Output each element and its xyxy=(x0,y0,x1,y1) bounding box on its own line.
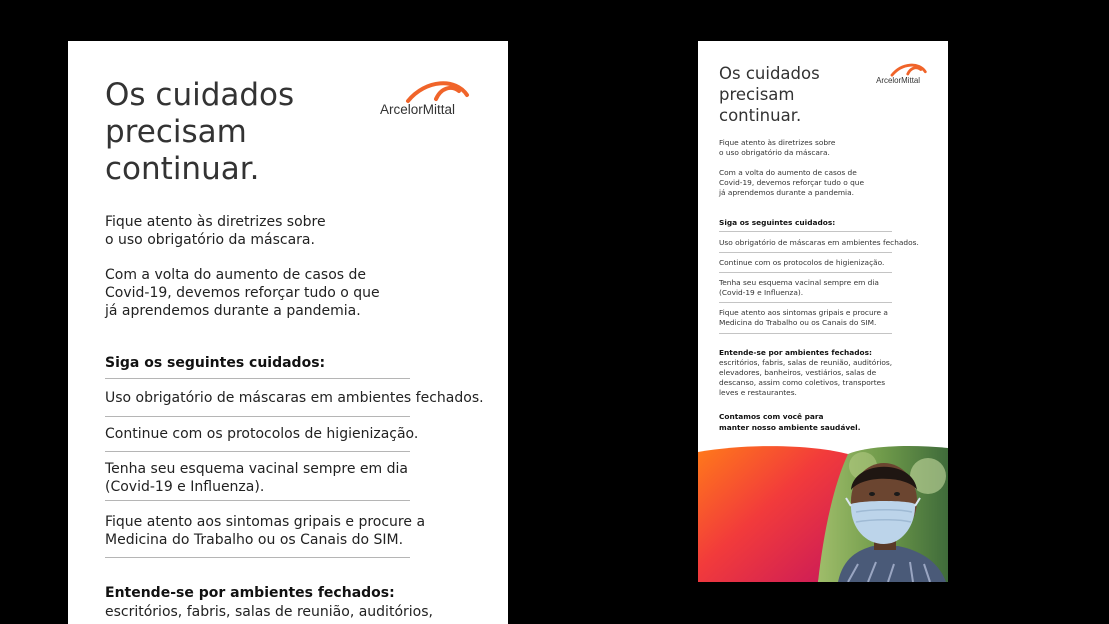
poster-title xyxy=(719,63,820,126)
title-line: Os cuidados xyxy=(105,77,295,113)
masked-person-photo xyxy=(698,446,948,582)
environments-line: escritórios, fabris, salas de reunião, auditórios, xyxy=(719,358,893,367)
intro-text xyxy=(719,138,835,158)
intro-line: o uso obrigatório da máscara. xyxy=(105,232,315,248)
context-text xyxy=(719,168,864,198)
care-item xyxy=(719,238,919,248)
divider xyxy=(719,231,892,232)
context-text xyxy=(105,266,435,320)
care-item xyxy=(719,308,888,328)
care-item xyxy=(105,513,485,549)
environments-line: leves e restaurantes. xyxy=(719,388,797,397)
care-item-line: (Covid-19 e Influenza). xyxy=(719,288,804,297)
context-line: Com a volta do aumento de casos de xyxy=(105,267,367,283)
environments-text xyxy=(719,358,892,398)
intro-line: o uso obrigatório da máscara. xyxy=(719,148,830,157)
care-item-line: Continue com os protocolos de higienização. xyxy=(105,426,419,442)
care-item xyxy=(719,258,884,268)
intro-text xyxy=(105,213,435,249)
poster-small xyxy=(698,41,948,582)
arcelormittal-logo xyxy=(875,62,927,86)
environments-text xyxy=(105,603,435,621)
care-item xyxy=(105,389,485,407)
intro-line: Fique atento às diretrizes sobre xyxy=(105,214,326,230)
divider xyxy=(105,378,410,379)
context-line: Covid-19, devemos reforçar tudo o que xyxy=(719,178,864,187)
divider xyxy=(719,252,892,253)
title-line: precisam xyxy=(719,85,795,104)
intro-line: Fique atento às diretrizes sobre xyxy=(719,138,836,147)
title-line: Os cuidados xyxy=(719,64,820,83)
divider xyxy=(105,557,410,558)
care-item-line: Fique atento aos sintomas gripais e procure a xyxy=(105,514,426,530)
title-line: continuar. xyxy=(105,151,260,187)
poster-title xyxy=(105,77,294,188)
care-item-line: Medicina do Trabalho ou os Canais do SIM. xyxy=(105,532,404,548)
divider xyxy=(719,333,892,334)
divider xyxy=(105,416,410,417)
closing-line: Contamos com você para xyxy=(719,412,824,421)
closing-text xyxy=(719,411,861,433)
context-line: já aprendemos durante a pandemia. xyxy=(719,188,854,197)
environments-line: escritórios, fabris, salas de reunião, auditórios, xyxy=(105,604,433,620)
context-line: Covid-19, devemos reforçar tudo o que xyxy=(105,285,380,301)
context-line: já aprendemos durante a pandemia. xyxy=(105,303,361,319)
environments-heading: Entende-se por ambientes fechados: xyxy=(105,585,395,601)
care-heading: Siga os seguintes cuidados: xyxy=(105,355,326,371)
logo-wordmark: ArcelorMittal xyxy=(876,76,921,86)
care-item xyxy=(719,278,879,298)
title-line: continuar. xyxy=(719,106,802,125)
care-item-line: Fique atento aos sintomas gripais e procure a xyxy=(719,308,888,317)
care-item-line: (Covid-19 e Influenza). xyxy=(105,479,265,495)
divider xyxy=(719,272,892,273)
environments-heading: Entende-se por ambientes fechados: xyxy=(719,348,872,357)
divider xyxy=(105,451,410,452)
care-item-line: Medicina do Trabalho ou os Canais do SIM. xyxy=(719,318,877,327)
logo-wordmark: ArcelorMittal xyxy=(380,102,456,117)
closing-line: manter nosso ambiente saudável. xyxy=(719,423,861,432)
title-line: precisam xyxy=(105,114,247,150)
care-item-line: Uso obrigatório de máscaras em ambientes fechados. xyxy=(105,390,484,406)
arcelormittal-logo xyxy=(378,79,470,119)
environments-line: elevadores, banheiros, vestiários, salas de xyxy=(719,368,877,377)
care-item xyxy=(105,425,485,443)
divider xyxy=(719,302,892,303)
care-item-line: Tenha seu esquema vacinal sempre em dia xyxy=(719,278,879,287)
context-line: Com a volta do aumento de casos de xyxy=(719,168,857,177)
poster-large xyxy=(68,41,508,624)
care-item-line: Continue com os protocolos de higienização. xyxy=(719,258,885,267)
divider xyxy=(105,500,410,501)
care-item xyxy=(105,460,485,496)
care-heading: Siga os seguintes cuidados: xyxy=(719,218,836,227)
care-item-line: Tenha seu esquema vacinal sempre em dia xyxy=(105,461,408,477)
care-item-line: Uso obrigatório de máscaras em ambientes fechados. xyxy=(719,238,919,247)
environments-line: descanso, assim como coletivos, transportes xyxy=(719,378,886,387)
